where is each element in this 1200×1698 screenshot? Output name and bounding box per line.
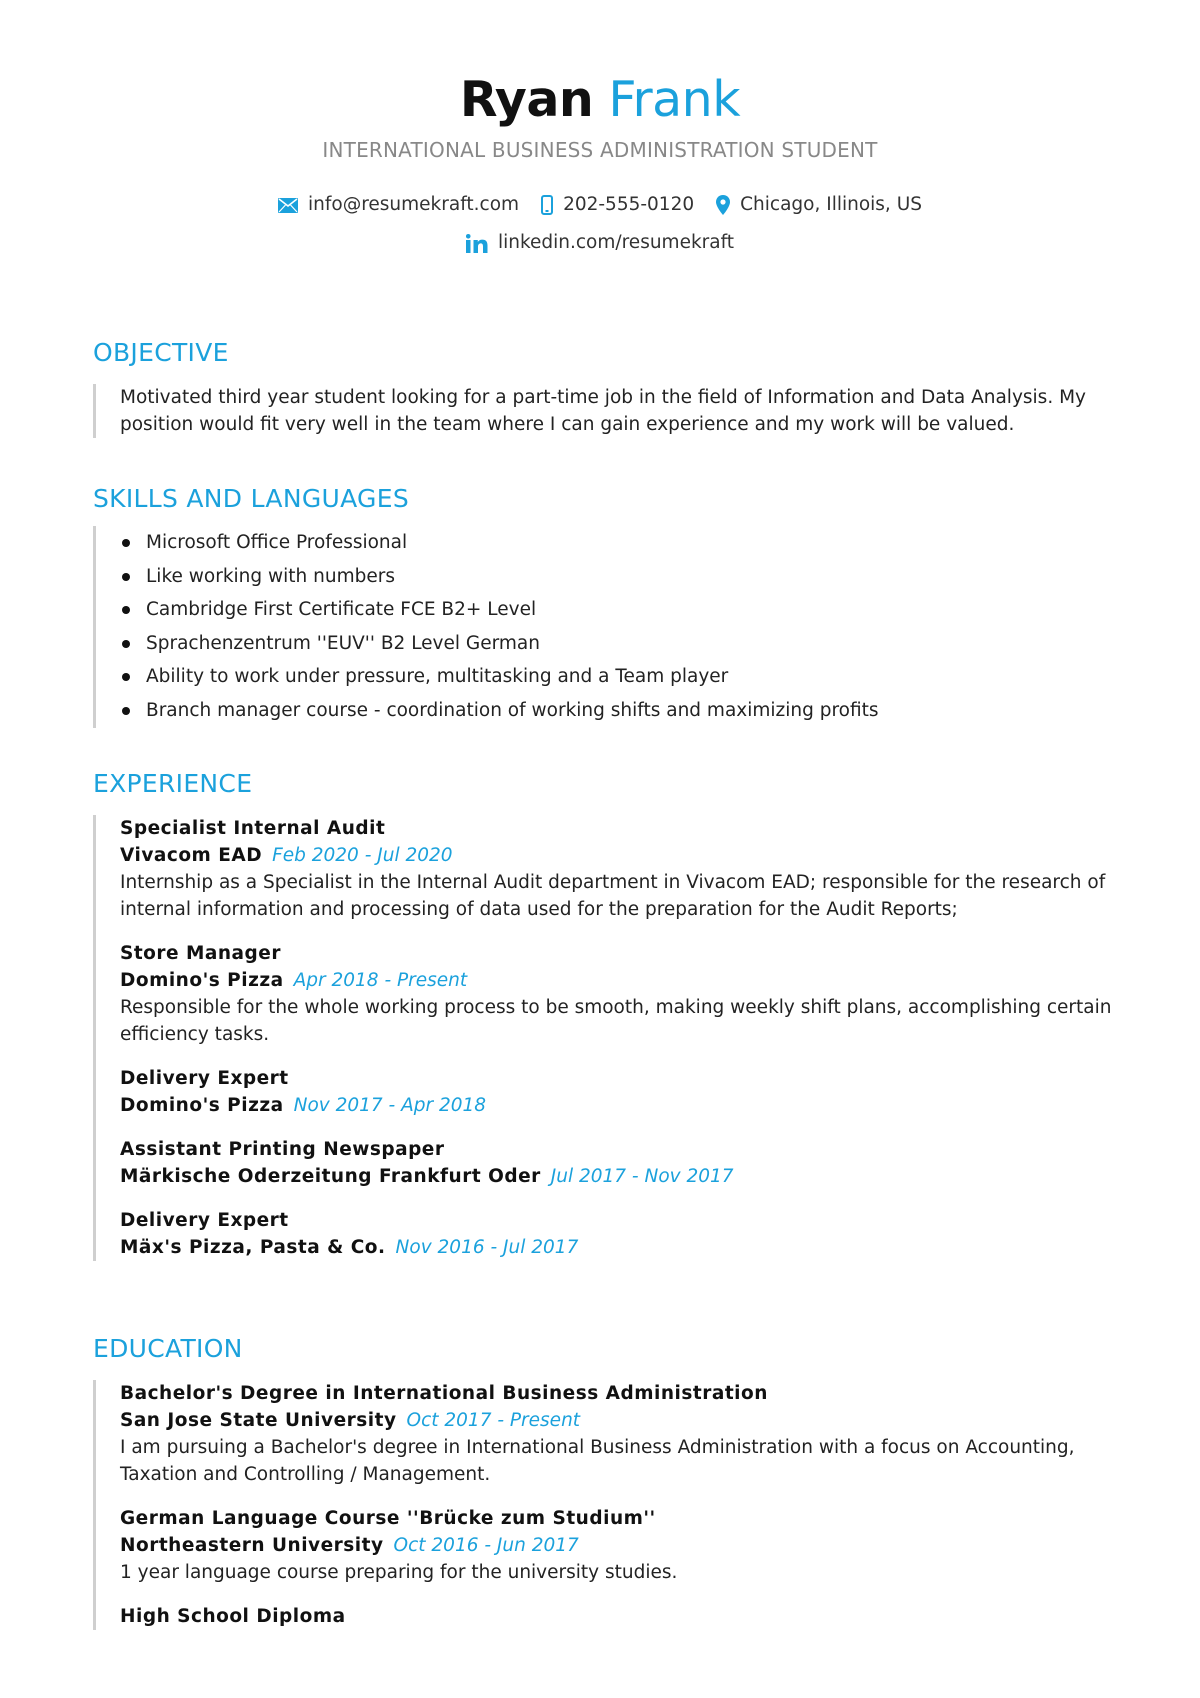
employer-line bbox=[120, 1234, 1133, 1261]
job-title: Specialist Internal Audit bbox=[120, 818, 386, 839]
education-body bbox=[93, 1380, 1133, 1630]
contact-location bbox=[716, 194, 922, 216]
employer-line bbox=[120, 1163, 1133, 1190]
section-experience bbox=[93, 769, 1133, 1261]
employer-line bbox=[120, 1092, 1133, 1119]
school-name: San Jose State University bbox=[120, 1410, 397, 1431]
email-text: info@resumekraft.com bbox=[308, 194, 520, 215]
objective-body bbox=[93, 384, 1133, 438]
contact-row-secondary bbox=[0, 232, 1200, 254]
job-title: Assistant Printing Newspaper bbox=[120, 1139, 445, 1160]
contact-phone[interactable] bbox=[541, 194, 694, 216]
section-skills bbox=[93, 484, 1133, 728]
employer-name: Märkische Oderzeitung Frankfurt Oder bbox=[120, 1166, 541, 1187]
degree-title: High School Diploma bbox=[120, 1606, 346, 1627]
envelope-icon bbox=[278, 198, 298, 213]
experience-entry bbox=[120, 815, 1133, 923]
map-pin-icon bbox=[716, 195, 730, 215]
section-heading: EXPERIENCE bbox=[93, 769, 253, 798]
job-description: Responsible for the whole working process to be smooth, making weekly shift plans, accomplishing certain efficiency tasks. bbox=[120, 997, 1112, 1045]
contact-row-primary bbox=[0, 194, 1200, 216]
employer-line bbox=[120, 967, 1133, 994]
education-entry bbox=[120, 1603, 1133, 1630]
degree-title: Bachelor's Degree in International Business Administration bbox=[120, 1383, 768, 1404]
employment-dates: Apr 2018 - Present bbox=[293, 970, 468, 991]
experience-body bbox=[93, 815, 1133, 1261]
experience-entry bbox=[120, 1136, 1133, 1190]
experience-entry bbox=[120, 1065, 1133, 1119]
job-description: Internship as a Specialist in the Internal Audit department in Vivacom EAD; responsible for the research of internal information and processing of data used for the preparation for the Audit Reports; bbox=[120, 872, 1106, 920]
section-education bbox=[93, 1334, 1133, 1630]
employment-dates: Jul 2017 - Nov 2017 bbox=[550, 1166, 734, 1187]
section-heading: OBJECTIVE bbox=[93, 338, 229, 367]
employer-line bbox=[120, 842, 1133, 869]
linkedin-text: linkedin.com/resumekraft bbox=[497, 232, 735, 253]
section-objective bbox=[93, 338, 1133, 438]
first-name: Ryan bbox=[459, 71, 594, 128]
skill-item: Microsoft Office Professional bbox=[120, 526, 1133, 560]
resume-header bbox=[0, 68, 1200, 254]
employer-name: Mäx's Pizza, Pasta & Co. bbox=[120, 1237, 386, 1258]
phone-text: 202-555-0120 bbox=[563, 194, 695, 215]
employment-dates: Feb 2020 - Jul 2020 bbox=[272, 845, 453, 866]
skill-item: Like working with numbers bbox=[120, 560, 1133, 594]
employer-name: Domino's Pizza bbox=[120, 970, 284, 991]
experience-entry bbox=[120, 940, 1133, 1048]
job-title: INTERNATIONAL BUSINESS ADMINISTRATION STUDENT bbox=[322, 138, 878, 162]
skills-list bbox=[120, 526, 1133, 728]
linkedin-icon bbox=[466, 234, 488, 253]
mobile-phone-icon bbox=[541, 195, 553, 215]
candidate-name bbox=[0, 68, 1200, 132]
skill-item: Sprachenzentrum ''EUV'' B2 Level German bbox=[120, 627, 1133, 661]
school-line bbox=[120, 1407, 1133, 1434]
job-title: Delivery Expert bbox=[120, 1210, 289, 1231]
education-dates: Oct 2016 - Jun 2017 bbox=[393, 1535, 579, 1556]
contact-info bbox=[0, 194, 1200, 254]
job-title: Store Manager bbox=[120, 943, 281, 964]
employer-name: Vivacom EAD bbox=[120, 845, 263, 866]
degree-title: German Language Course ''Brücke zum Studium'' bbox=[120, 1508, 656, 1529]
employer-name: Domino's Pizza bbox=[120, 1095, 284, 1116]
employment-dates: Nov 2016 - Jul 2017 bbox=[395, 1237, 579, 1258]
last-name: Frank bbox=[608, 71, 741, 128]
education-entry bbox=[120, 1505, 1133, 1586]
skills-body bbox=[93, 526, 1133, 728]
experience-entry bbox=[120, 1207, 1133, 1261]
school-name: Northeastern University bbox=[120, 1535, 384, 1556]
location-text: Chicago, Illinois, US bbox=[740, 194, 922, 215]
contact-linkedin[interactable] bbox=[466, 232, 734, 254]
skill-item: Branch manager course - coordination of working shifts and maximizing profits bbox=[120, 694, 1133, 728]
employment-dates: Nov 2017 - Apr 2018 bbox=[293, 1095, 487, 1116]
school-line bbox=[120, 1532, 1133, 1559]
section-heading: SKILLS AND LANGUAGES bbox=[93, 484, 409, 513]
skill-item: Ability to work under pressure, multitasking and a Team player bbox=[120, 660, 1133, 694]
section-heading: EDUCATION bbox=[93, 1334, 243, 1363]
skill-item: Cambridge First Certificate FCE B2+ Level bbox=[120, 593, 1133, 627]
objective-text: Motivated third year student looking for a part-time job in the field of Information and Data Analysis. My position would fit very well in the team where I can gain experience and my work will be valued. bbox=[120, 387, 1086, 435]
education-dates: Oct 2017 - Present bbox=[406, 1410, 581, 1431]
education-description: 1 year language course preparing for the university studies. bbox=[120, 1562, 678, 1583]
education-description: I am pursuing a Bachelor's degree in International Business Administration with a focus on Accounting, Taxation and Controlling / Management. bbox=[120, 1437, 1075, 1485]
education-entry bbox=[120, 1380, 1133, 1488]
contact-email[interactable] bbox=[278, 194, 519, 216]
job-title: Delivery Expert bbox=[120, 1068, 289, 1089]
